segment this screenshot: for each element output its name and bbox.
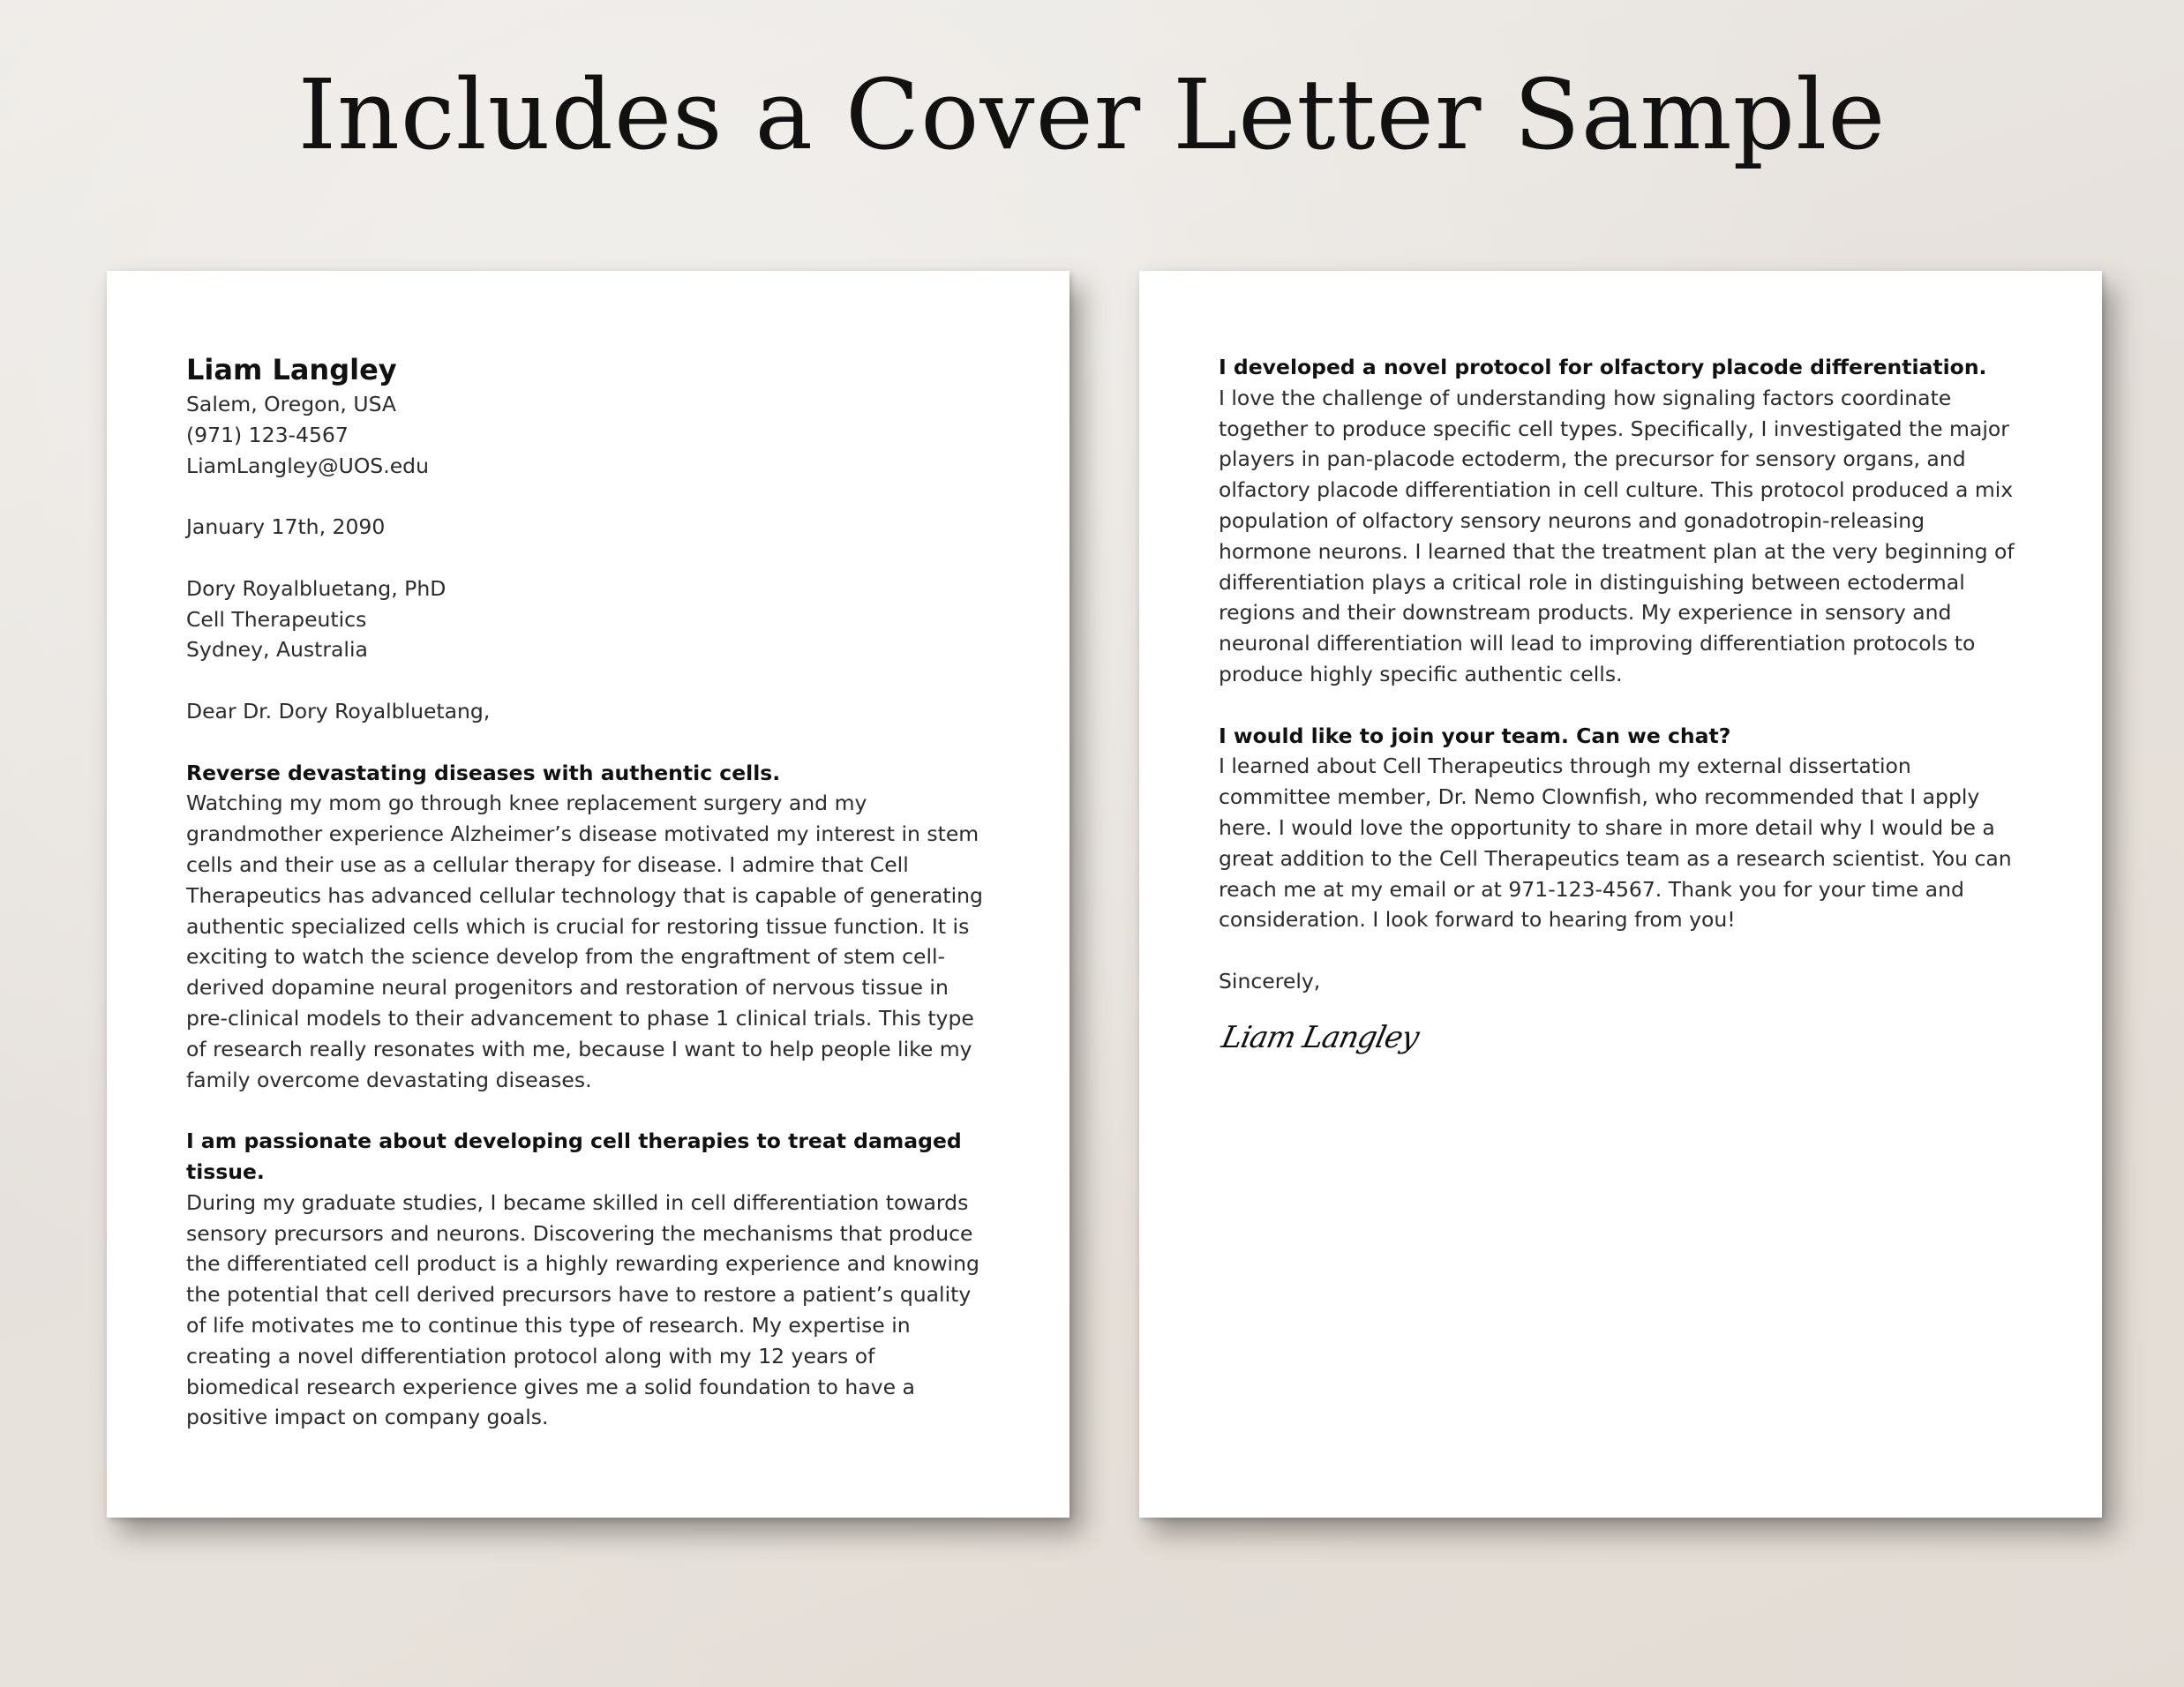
spacer [186,543,990,574]
spacer [1219,690,2023,721]
spacer [186,481,990,512]
closing: Sincerely, [1219,968,1321,993]
section-heading: I am passionate about developing cell therapies to treat damaged tissue. [186,1128,962,1184]
recipient-location: Sydney, Australia [186,637,368,663]
salutation: Dear Dr. Dory Royalbluetang, [186,698,491,724]
handwritten-signature: Liam Langley [1219,1019,1422,1055]
section-heading: Reverse devastating diseases with authentic cells. [186,760,781,785]
spacer [186,727,990,758]
recipient-company: Cell Therapeutics [186,606,367,632]
sender-phone: (971) 123-4567 [186,422,349,447]
section-heading: I would like to join your team. Can we chat? [1219,723,1731,748]
section-body: I love the challenge of understanding how signaling factors coordinate together to produce specific cell types. Specifically, I investigated the major players in pan-placode ectoderm, the precursor for sensory organs, and olfactory placode differentiation in cell culture. This protocol produced a mix population of olfactory sensory neurons and gonadotropin-releasing hormone neurons. I learned that the treatment plan at the very beginning of differentiation plays a critical role in distinguishing between ectodermal regions and their downstream products. My experience in sensory and neuronal differentiation will lead to improving differentiation protocols to produce highly specific authentic cells. [1219,385,2015,686]
page-headline: Includes a Cover Letter Sample [297,58,1887,171]
section-body: During my graduate studies, I became skilled in cell differentiation towards sensory precursors and neurons. Discovering the mechanisms that produce the differentiated cell product is a highly rewarding experience and knowing the potential that cell derived precursors have to restore a patient’s quality of life motivates me to continue this type of research. My expertise in creating a novel differentiation protocol along with my 12 years of biomedical research experience gives me a solid foundation to have a positive impact on company goals. [186,1189,979,1430]
section-body: Watching my mom go through knee replacement surgery and my grandmother experience Alzheimer’s disease motivated my interest in stem cells and their use as a cellular therapy for disease. I admire that Cell Therapeutics has advanced cellular technology that is capable of generating authentic specialized cells which is crucial for restoring tissue function. It is exciting to watch the science develop from the engraftment of stem cell-derived dopamine neural progenitors and restoration of nervous tissue in pre-clinical models to their advancement to phase 1 clinical trials. This type of research really resonates with me, because I want to help people like my family overcome devastating diseases. [186,791,983,1092]
spacer [186,665,990,696]
section-body: I learned about Cell Therapeutics through my external dissertation committee member, Dr. Nemo Clownfish, who recommended that I apply here. I would love the opportunity to share in more detail why I would be a great addition to the Cell Therapeutics team as a research scientist. You can reach me at my email or at 971-123-4567. Thank you for your time and consideration. I look forward to hearing from you! [1219,754,2012,933]
sender-email: LiamLangley@UOS.edu [186,453,429,478]
spacer [1219,935,2023,966]
sender-address: Salem, Oregon, USA [186,392,396,416]
letter-page-1 [107,271,1069,1518]
recipient-name: Dory Royalbluetang, PhD [186,575,447,601]
letter-date: January 17th, 2090 [186,514,386,540]
spacer [186,1095,990,1126]
sender-name: Liam Langley [186,353,397,386]
section-heading: I developed a novel protocol for olfactory placode differentiation. [1219,355,1987,379]
letter-page-2 [1139,271,2102,1518]
